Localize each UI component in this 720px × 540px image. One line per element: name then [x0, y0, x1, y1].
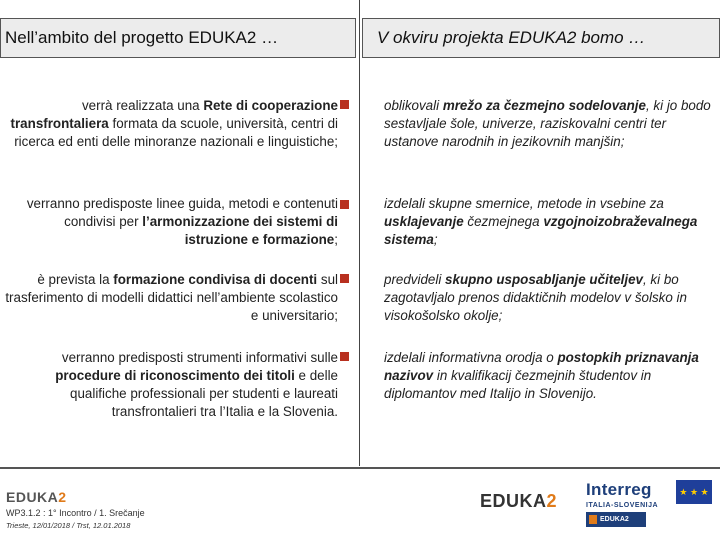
- text-run: sul trasferimento di modelli didattici nell’ambiente scolastico e universitario;: [5, 272, 338, 323]
- header-right-title: V okviru projekta EDUKA2 bomo …: [362, 18, 720, 58]
- bold-text: formazione condivisa di docenti: [113, 272, 318, 287]
- meeting-info: WP3.1.2 : 1° Incontro / 1. Srečanje: [6, 508, 145, 518]
- bold-text: postopkih priznavanja nazivov: [384, 350, 699, 383]
- list-item-italian: [4, 97, 338, 151]
- text-run: formata da scuole, università, centri di ricerca ed enti delle minoranze nazionali e linguistiche;: [14, 116, 338, 149]
- list-item-italian: [4, 195, 338, 249]
- interreg-logo: [584, 478, 716, 528]
- eu-flag-icon: ★ ★ ★: [676, 480, 712, 504]
- bold-text: skupno usposabljanje učiteljev: [445, 272, 643, 287]
- place-date: Trieste, 12/01/2018 / Trst, 12.01.2018: [6, 521, 131, 530]
- bold-text: vzgojnoizobraževalnega sistema: [384, 214, 698, 247]
- bold-text: Rete di cooperazione transfrontaliera: [10, 98, 338, 131]
- square-bullet-icon: [340, 274, 349, 283]
- text-run: izdelali skupne smernice, metode in vsebine za: [384, 196, 664, 211]
- text-run: e delle qualifiche professionali per studenti e laureati transfrontalieri tra l’Italia e la Slovenia.: [70, 368, 338, 419]
- square-bullet-icon: [340, 352, 349, 361]
- list-item-slovenian: [384, 97, 718, 151]
- bold-text: mrežo za čezmejno sodelovanje: [442, 98, 646, 113]
- text-run: è prevista la: [37, 272, 114, 287]
- text-run: verranno predisposti strumenti informativi sulle: [61, 350, 338, 365]
- bold-text: procedure di riconoscimento dei titoli: [55, 368, 295, 383]
- text-run: izdelali informativna orodja o: [384, 350, 558, 365]
- list-item-italian: [4, 349, 338, 421]
- list-item-slovenian: [384, 195, 718, 249]
- header-left-title: Nell’ambito del progetto EDUKA2 …: [0, 18, 356, 58]
- project-badge: EDUKA2: [586, 512, 646, 527]
- text-run: in kvalifikacij čezmejnih študentov in diplomantov med Italijo in Slovenijo.: [384, 368, 652, 401]
- text-run: ;: [433, 232, 438, 247]
- footer-separator: [0, 467, 720, 469]
- interreg-wordmark: Interreg: [586, 480, 652, 499]
- square-bullet-icon: [340, 100, 349, 109]
- eduka2-logo-center: EDUKA2: [480, 491, 558, 511]
- text-run: čezmejnega: [463, 214, 544, 229]
- column-divider: [359, 0, 360, 466]
- text-run: verranno predisposte linee guida, metodi e contenuti condivisi per: [26, 196, 338, 229]
- text-run: , ki bo zagotavljalo prenos didaktičnih modelov v šolsko in visokošolsko okolje;: [384, 272, 687, 323]
- text-run: , ki jo bodo sestavljale šole, univerze, raziskovalni centri ter ustanove narodnih in jezikovnih manjšin;: [384, 98, 711, 149]
- text-run: ;: [334, 232, 338, 247]
- eduka2-logo-left: EDUKA2: [6, 489, 67, 505]
- list-item-slovenian: [384, 271, 718, 325]
- project-icon: [589, 515, 597, 524]
- bold-text: usklajevanje: [384, 214, 464, 229]
- text-run: verrà realizzata una: [81, 98, 204, 113]
- list-item-slovenian: [384, 349, 718, 403]
- text-run: predvideli: [384, 272, 446, 287]
- list-item-italian: [4, 271, 338, 325]
- interreg-programme: ITALIA-SLOVENIJA: [586, 502, 659, 509]
- bold-text: l’armonizzazione dei sistemi di istruzione e formazione: [142, 214, 338, 247]
- square-bullet-icon: [340, 200, 349, 209]
- text-run: oblikovali: [384, 98, 443, 113]
